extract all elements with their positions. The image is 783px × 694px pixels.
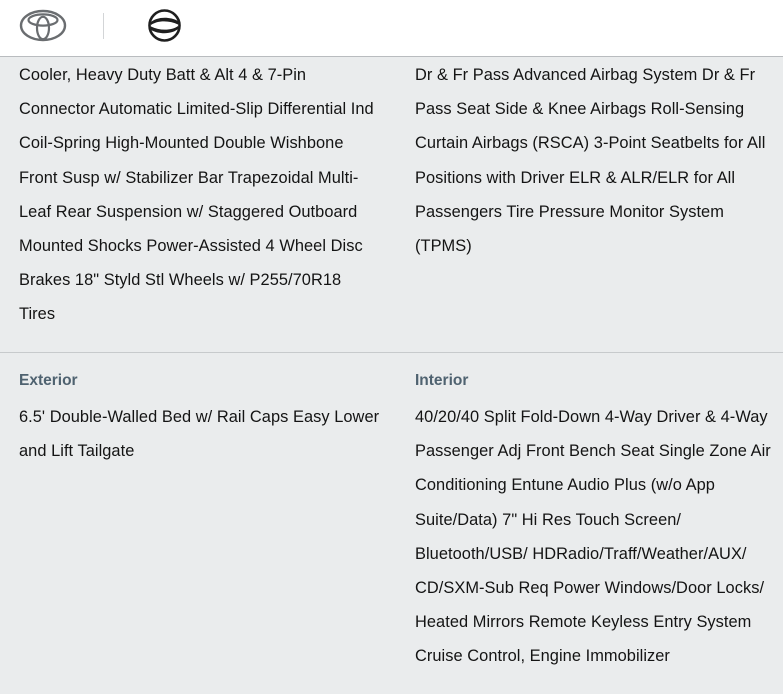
mechanical-specs-text: Cooler, Heavy Duty Batt & Alt 4 & 7-Pin Connector Automatic Limited-Slip Differential Ind Coil-Spring High-Mounted Double Wishbone Front Susp w/ Stabilizer Bar Trapezoidal Multi-Leaf Rear Suspension w/ Staggered Outboard Mounted Shocks Power-Assisted 4 Wheel Disc Brakes 18" Styld Stl Wheels w/ P255/70R18 Tires — [19, 66, 374, 324]
toyota-logo[interactable] — [19, 9, 67, 42]
logo-divider — [103, 13, 104, 39]
specs-continued-section — [0, 58, 783, 351]
safety-specs-column — [415, 58, 777, 263]
interior-specs-text: 40/20/40 Split Fold-Down 4-Way Driver & 4-Way Passenger Adj Front Bench Seat Single Zone Air Conditioning Entune Audio Plus (w/o App Suite/Data) 7" Hi Res Touch Screen/ Bluetooth/USB/ HDRadio/Traff/Weather/AUX/ CD/SXM-Sub Req Power Windows/Door Locks/ Heated Mirrors Remote Keyless Entry System Cruise Control, Engine Immobilizer — [415, 408, 771, 666]
safety-specs-text: Dr & Fr Pass Advanced Airbag System Dr & Fr Pass Seat Side & Knee Airbags Roll-Sensing Curtain Airbags (RSCA) 3-Point Seatbelts for All Positions with Driver ELR & ALR/ELR for All Passengers Tire Pressure Monitor System (TPMS) — [415, 66, 766, 256]
exterior-interior-section — [0, 352, 783, 694]
exterior-specs-text: 6.5' Double-Walled Bed w/ Rail Caps Easy Lower and Lift Tailgate — [19, 408, 380, 461]
interior-column — [415, 353, 777, 693]
scion-logo[interactable] — [141, 9, 188, 42]
brand-header — [0, 0, 783, 57]
mechanical-specs-column — [19, 58, 381, 332]
exterior-heading: Exterior — [19, 372, 78, 389]
interior-heading: Interior — [415, 372, 469, 389]
exterior-column — [19, 353, 381, 693]
